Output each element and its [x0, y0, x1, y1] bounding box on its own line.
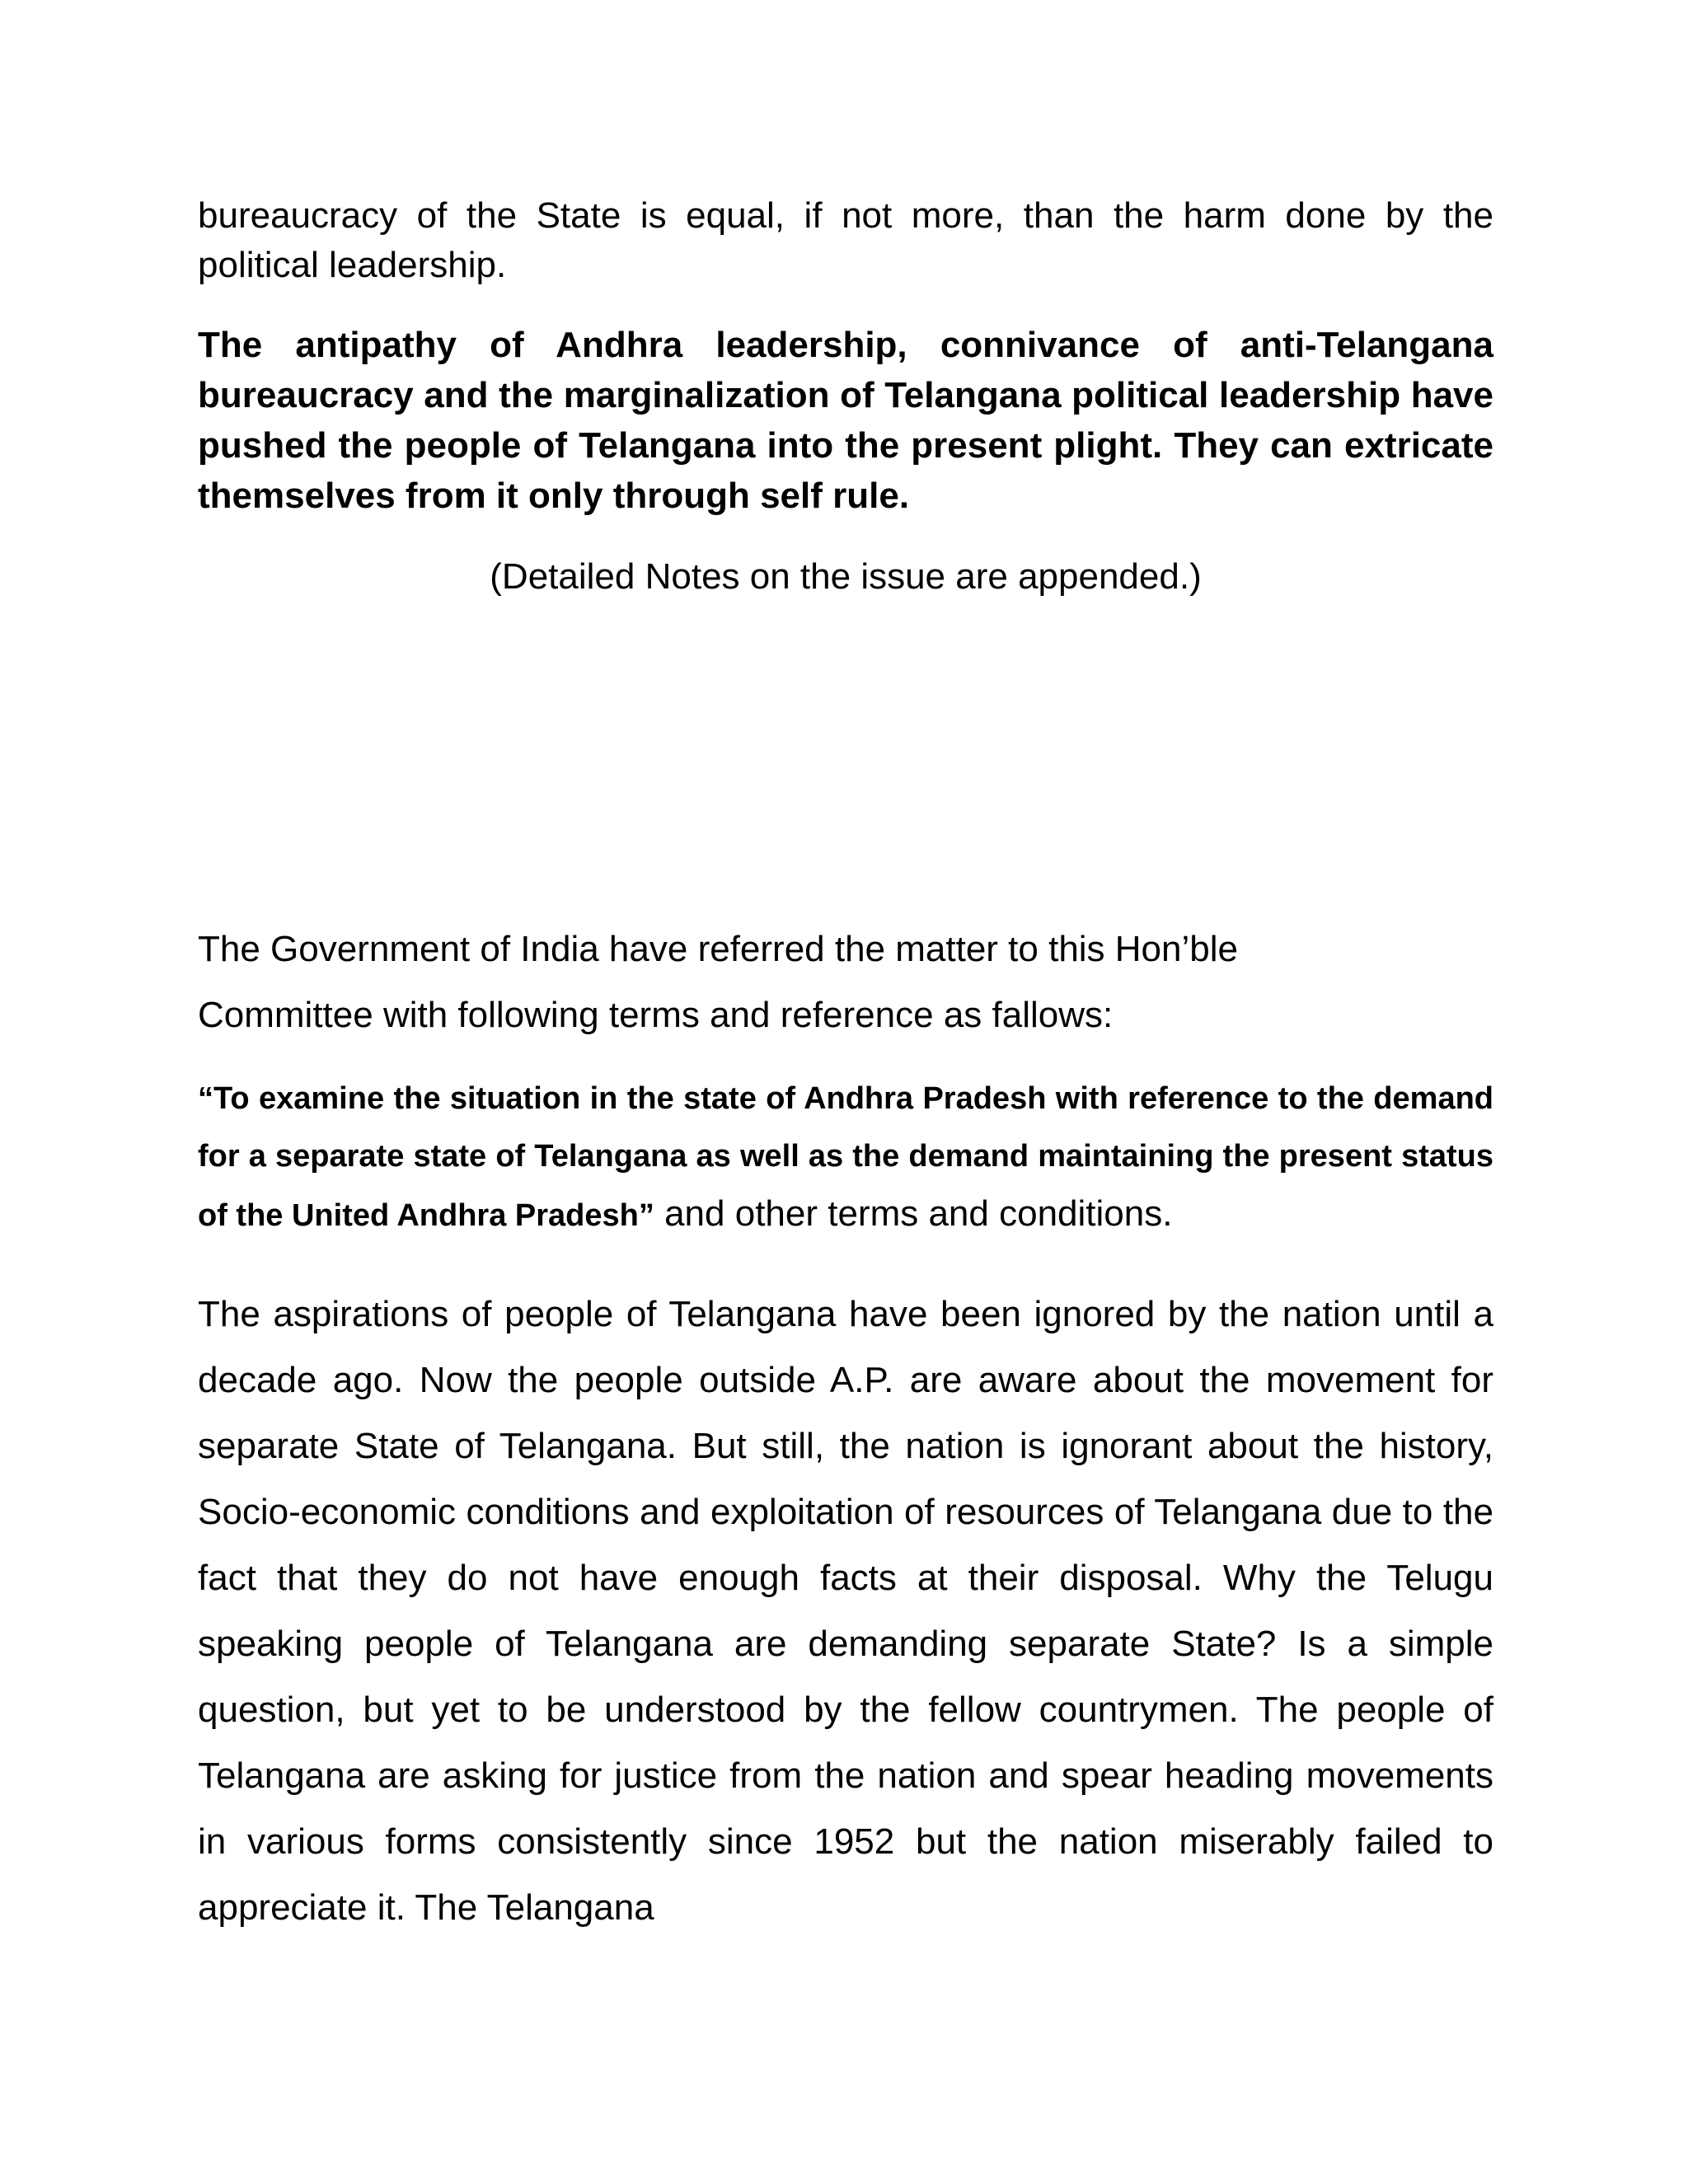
paragraph-bureaucracy-harm: bureaucracy of the State is equal, if not more, than the harm done by the political leadership.: [198, 195, 1493, 285]
terms-of-reference-bold-text: “To examine the situation in the state of Andhra Pradesh with reference to the demand for a separate state of Telangana as well as the demand maintaining the present status of the United Andhra Pradesh”: [198, 1081, 1493, 1233]
terms-of-reference-trailing-text: and other terms and conditions.: [654, 1193, 1173, 1234]
paragraph-government-reference-line-1: The Government of India have referred the matter to this Hon’ble: [198, 929, 1238, 969]
appended-notes-remark: (Detailed Notes on the issue are appended.): [490, 556, 1202, 597]
paragraph-government-reference: [198, 916, 1493, 1048]
paragraph-government-reference-line-2: Committee with following terms and reference as fallows:: [198, 995, 1114, 1035]
terms-of-reference-quote: [198, 1070, 1493, 1244]
paragraph-antipathy-bold: The antipathy of Andhra leadership, connivance of anti-Telangana bureaucracy and the marginalization of Telangana political leadership have pushed the people of Telangana into the present plight. They can extricate themselves from it only through self rule.: [198, 325, 1493, 516]
paragraph-aspirations: The aspirations of people of Telangana have been ignored by the nation until a decade ago. Now the people outside A.P. are aware about the movement for separate State of Telangana. But still, the nation is ignorant about the history, Socio-economic conditions and exploitation of resources of Telangana due to the fact that they do not have enough facts at their disposal. Why the Telugu speaking people of Telangana are demanding separate State? Is a simple question, but yet to be understood by the fellow countrymen. The people of Telangana are asking for justice from the nation and spear heading movements in various forms consistently since 1952 but the nation miserably failed to appreciate it. The Telangana: [198, 1294, 1493, 1928]
